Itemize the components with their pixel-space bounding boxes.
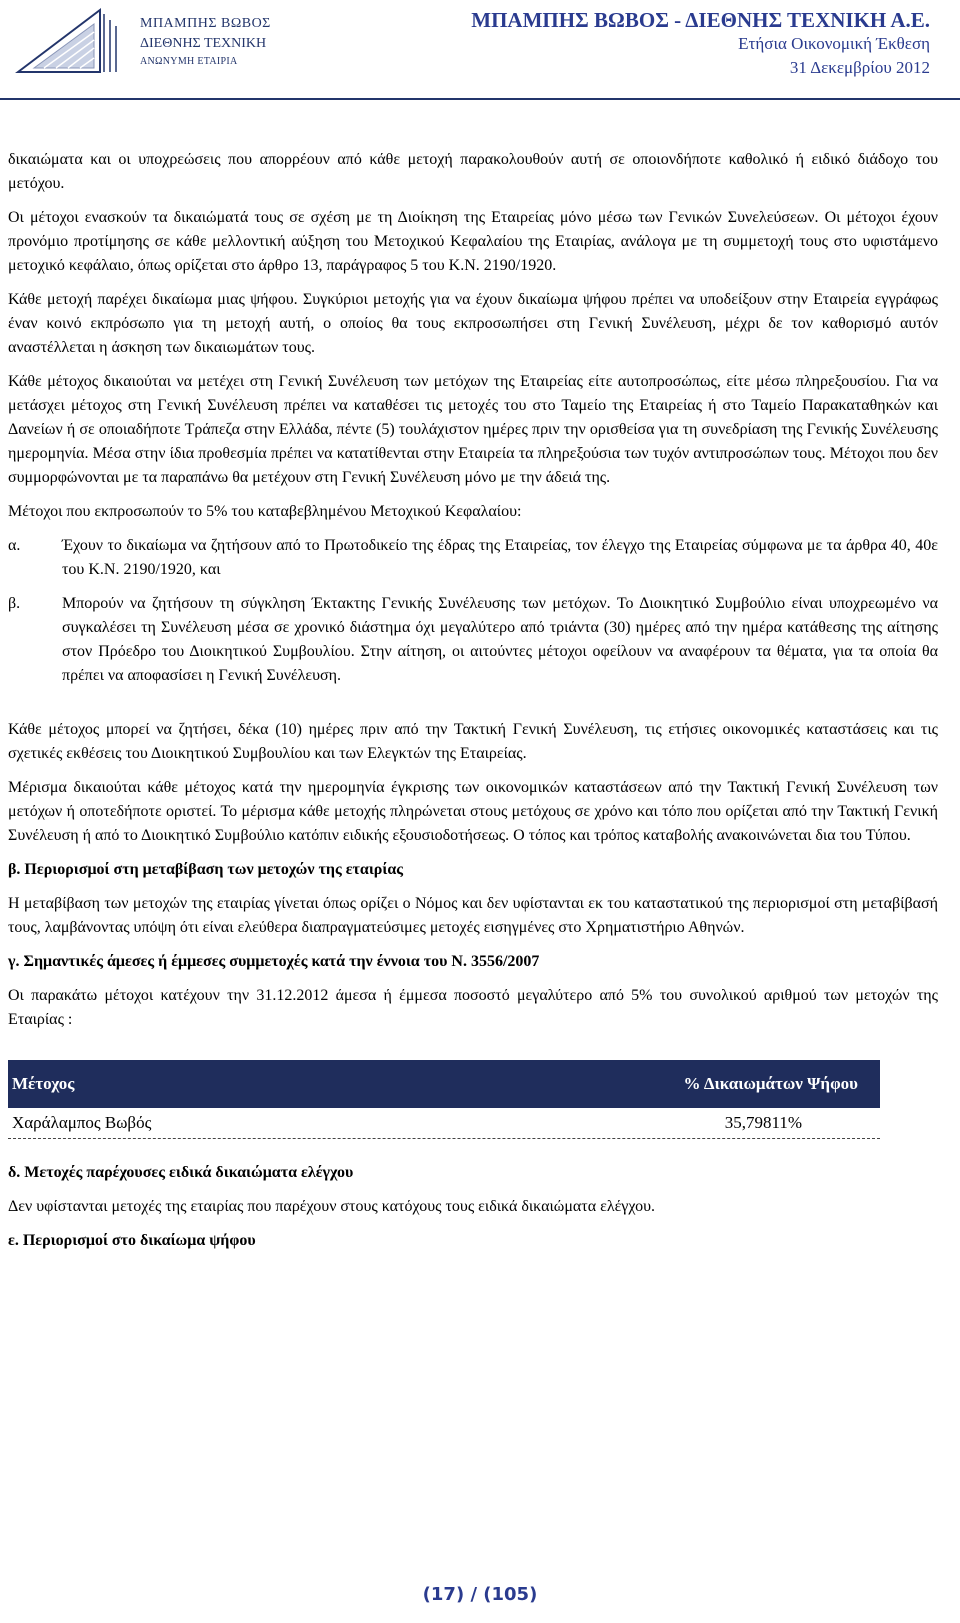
paragraph: Η μεταβίβαση των μετοχών της εταιρίας γίνεται όπως ορίζει ο Νόμος και δεν υφίστανται εκ του καταστατικού της περιορισμοί στη μεταβίβασή τους, λαμβάνοντας υπόψη ότι είναι ελεύθερα διαπραγματεύσιμες μετοχές εισηγμένες στο Χρηματιστήριο Αθηνών. <box>8 895 938 936</box>
paragraph: Οι μέτοχοι ενασκούν τα δικαιώματά τους σε σχέση με τη Διοίκηση της Εταιρείας μόνο μέσω των Γενικών Συνελεύσεων. Οι μέτοχοι έχουν προνόμιο προτίμησης σε κάθε μελλοντική αύξηση του Μετοχικού Κεφαλαίου της Εταιρίας, ανάλογα με τη συμμετοχή τους στο υφιστάμενο μετοχικό κεφάλαιο, όπως ορίζεται στο άρθρο 13, παράγραφος 5 του Κ.Ν. 2190/1920. <box>8 209 938 274</box>
table-cell-voting: 35,79811% <box>724 1113 802 1132</box>
paragraph: Οι παρακάτω μέτοχοι κατέχουν την 31.12.2012 άμεσα ή έμμεσα ποσοστό μεγαλύτερο από 5% του συνολικού αριθμού των μετοχών της Εταιρίας : <box>8 987 938 1028</box>
table-header-row <box>8 1060 880 1108</box>
paragraph: Κάθε μέτοχος δικαιούται να μετέχει στη Γενική Συνέλευση των μετόχων της Εταιρείας είτε αυτοπροσώπως, είτε μέσω πληρεξουσίου. Για να μετάσχει μέτοχος στη Γενική Συνέλευση πρέπει να καταθέσει τις μετοχές του στο Ταμείο της Εταιρείας ή στο Ταμείο Παρακαταθηκών και Δανείων ή σε οποιαδήποτε Τράπεζα στην Ελλάδα, πέντε (5) τουλάχιστον ημέρες πριν την ορισθείσα για τη συνεδρίαση της Γενικής Συνέλευσης ημερομηνία. Μέσα στην ίδια προθεσμία πρέπει να κατατίθενται στην Εταιρεία τα πληρεξούσια των τυχόν αντιπροσώπων τους. Μέτοχοι που δεν συμμορφώνονται με τα παραπάνω θα μετέχουν στη Γενική Συνέλευση μόνο με την άδειά της. <box>8 373 938 486</box>
table-header-holder: Μέτοχος <box>12 1074 75 1093</box>
header-divider <box>0 98 960 100</box>
page-number: (17) / (105) <box>422 1584 538 1605</box>
document-body <box>8 148 938 1263</box>
company-logo <box>14 6 271 78</box>
header-date: 31 Δεκεμβρίου 2012 <box>789 58 930 77</box>
list-item <box>8 592 938 688</box>
list-text: Μπορούν να ζητήσουν τη σύγκληση Έκτακτης Γενικής Συνέλευσης των μετόχων. Το Διοικητικό Συμβούλιο είναι υποχρεωμένο να συγκαλέσει τη Συνέλευση μέσα σε χρονικό διάστημα όχι μεγαλύτερο από τριάντα (30) ημέρες από την ημέρα κατάθεσης της αίτησης στον Πρόεδρο του Διοικητικού Συμβουλίου. Στην αίτηση, οι αιτούντες μέτοχοι οφείλουν να αναφέρουν τα θέματα, για τα οποία θα πρέπει να αποφασίσει η Γενική Συνέλευση. <box>62 595 938 684</box>
table-cell-holder: Χαράλαμπος Βωβός <box>12 1113 152 1132</box>
list-marker: α. <box>8 537 21 554</box>
list-marker: β. <box>8 595 21 612</box>
page-header <box>0 0 960 100</box>
paragraph: Κάθε μετοχή παρέχει δικαίωμα μιας ψήφου. Συγκύριοι μετοχής για να έχουν δικαίωμα ψήφου πρέπει να υποδείξουν στην Εταιρεία εγγράφως έναν κοινό εκπρόσωπο για τη μετοχή αυτή, ο οποίος θα τους εκπροσωπήσει στη Γενική Συνέλευση, μέχρι δε τον καθορισμό αυτόν αναστέλλεται η άσκηση των δικαιωμάτων τους. <box>8 291 938 356</box>
paragraph: Μέρισμα δικαιούται κάθε μέτοχος κατά την ημερομηνία έγκρισης των οικονομικών καταστάσεων από την Τακτική Γενική Συνέλευση των μετόχων ή οποτεδήποτε οριστεί. Το μέρισμα κάθε μετοχής πληρώνεται στους μετόχους σε χρόνο και τόπο που ορίζεται από την Τακτική Γενική Συνέλευση ή από το Διοικητικό Συμβούλιο κατόπιν ειδικής εξουσιοδοτήσεως. Ο τόπος και τρόπος καταβολής ανακοινώνεται δια του Τύπου. <box>8 779 938 844</box>
section-heading: γ. Σημαντικές άμεσες ή έμμεσες συμμετοχές κατά την έννοια του Ν. 3556/2007 <box>8 953 540 970</box>
table-header-voting: % Δικαιωμάτων Ψήφου <box>683 1074 858 1093</box>
spacer <box>8 698 938 718</box>
paragraph: Μέτοχοι που εκπροσωπούν το 5% του καταβεβλημένου Μετοχικού Κεφαλαίου: <box>8 503 522 520</box>
paragraph: δικαιώματα και οι υποχρεώσεις που απορρέουν από κάθε μετοχή παρακολουθούν αυτή σε οποιονδήποτε καθολικό ή ειδικό διάδοχο του μετόχου. <box>8 151 938 192</box>
list-text: Έχουν το δικαίωμα να ζητήσουν από το Πρωτοδικείο της έδρας της Εταιρείας, τον έλεγχο της Εταιρείας σύμφωνα με τα άρθρα 40, 40ε του Κ.Ν. 2190/1920, και <box>62 537 938 578</box>
logo-subtitle: ΔΙΕΘΝΗΣ ΤΕΧΝΙΚΗ <box>140 36 267 51</box>
logo-name: ΜΠΑΜΠΗΣ ΒΩΒΟΣ <box>140 16 271 31</box>
paragraph: Δεν υφίστανται μετοχές της εταιρίας που παρέχουν στους κατόχους τους ειδικά δικαιώματα ελέγχου. <box>8 1198 656 1215</box>
paragraph: Κάθε μέτοχος μπορεί να ζητήσει, δέκα (10) ημέρες πριν από την Τακτική Γενική Συνέλευση, τις ετήσιες οικονομικές καταστάσεις και τις σχετικές εκθέσεις του Διοικητικού Συμβουλίου και των Ελεγκτών της Εταιρείας. <box>8 721 938 762</box>
table-row <box>8 1108 880 1139</box>
section-heading: β. Περιορισμοί στη μεταβίβαση των μετοχών της εταιρίας <box>8 861 403 878</box>
list-item <box>8 534 938 582</box>
shareholders-table <box>8 1060 880 1139</box>
logo-type: ΑΝΩΝΥΜΗ ΕΤΑΙΡΙΑ <box>140 56 238 67</box>
section-heading: ε. Περιορισμοί στο δικαίωμα ψήφου <box>8 1232 256 1249</box>
header-company: ΜΠΑΜΠΗΣ ΒΩΒΟΣ - ΔΙΕΘΝΗΣ ΤΕΧΝΙΚΗ Α.Ε. <box>471 8 930 32</box>
header-info <box>471 8 930 80</box>
logo-mark-icon <box>14 6 134 78</box>
section-heading: δ. Μετοχές παρέχουσες ειδικά δικαιώματα ελέγχου <box>8 1164 354 1181</box>
header-report-title: Ετήσια Οικονομική Έκθεση <box>738 34 930 53</box>
